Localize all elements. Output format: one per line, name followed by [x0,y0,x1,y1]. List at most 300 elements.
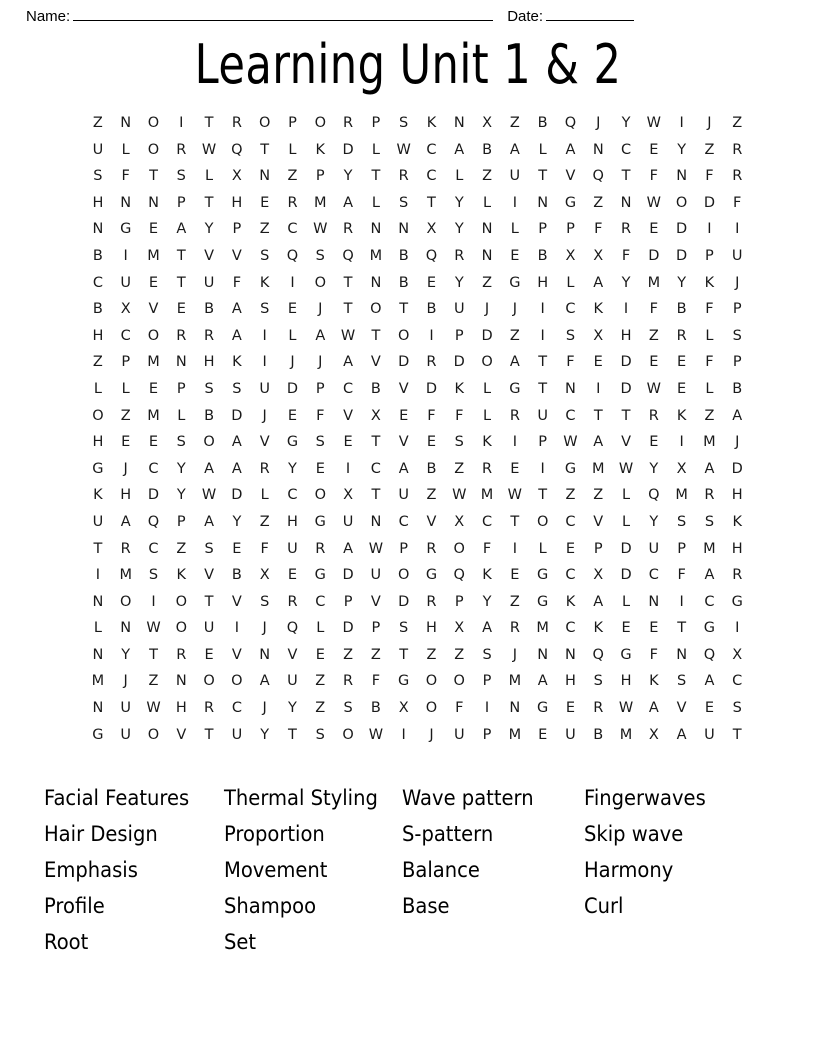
grid-letter[interactable]: F [649,301,658,318]
grid-letter[interactable]: U [648,540,660,557]
grid-letter[interactable]: I [512,540,517,557]
grid-letter[interactable]: B [92,247,103,264]
grid-letter[interactable]: I [345,460,351,477]
grid-letter[interactable]: L [177,407,186,424]
grid-letter[interactable]: H [92,327,104,344]
grid-letter[interactable]: O [258,115,271,131]
grid-letter[interactable]: G [564,460,577,477]
grid-letter[interactable]: J [596,115,601,131]
grid-letter[interactable]: W [646,194,661,211]
grid-letter[interactable]: O [147,327,160,344]
grid-letter[interactable]: O [203,673,215,690]
grid-letter[interactable]: C [565,567,576,584]
grid-letter[interactable]: K [176,567,187,584]
grid-letter[interactable]: E [677,354,687,371]
grid-letter[interactable]: T [538,380,548,397]
grid-letter[interactable]: M [508,673,522,690]
grid-letter[interactable]: W [618,460,634,477]
grid-letter[interactable]: Y [677,141,687,158]
grid-letter[interactable]: A [537,673,548,690]
grid-letter[interactable]: S [260,301,270,318]
grid-letter[interactable]: H [92,434,104,451]
grid-letter[interactable]: M [675,487,688,504]
grid-letter[interactable]: E [538,726,548,743]
grid-letter[interactable]: X [482,115,493,131]
grid-letter[interactable]: F [455,407,464,424]
grid-letter[interactable]: D [731,460,743,477]
grid-letter[interactable]: O [314,487,326,504]
grid-letter[interactable]: V [398,434,409,451]
grid-letter[interactable]: Q [425,247,438,264]
grid-letter[interactable]: U [731,247,743,264]
grid-letter[interactable]: C [732,673,743,690]
grid-letter[interactable]: F [594,221,603,238]
grid-letter[interactable]: K [482,567,492,584]
grid-letter[interactable]: P [732,354,742,371]
grid-letter[interactable]: G [731,593,743,610]
grid-letter[interactable]: E [649,434,659,451]
grid-letter[interactable]: F [455,700,464,717]
grid-letter[interactable]: U [453,726,465,743]
grid-letter[interactable]: B [426,301,437,318]
grid-letter[interactable]: T [538,354,548,371]
grid-letter[interactable]: M [703,540,716,557]
grid-letter[interactable]: C [92,274,103,291]
grid-letter[interactable]: W [368,540,384,557]
grid-letter[interactable]: G [92,460,104,477]
grid-letter[interactable]: R [204,327,215,344]
grid-letter[interactable]: B [593,726,604,743]
grid-letter[interactable]: N [565,646,576,663]
grid-letter[interactable]: U [92,513,104,530]
grid-letter[interactable]: D [648,247,660,264]
grid-letter[interactable]: D [620,354,632,371]
grid-letter[interactable]: I [401,726,406,743]
grid-letter[interactable]: T [288,726,297,743]
grid-letter[interactable]: R [176,141,187,158]
grid-letter[interactable]: K [732,513,742,530]
grid-letter[interactable]: A [120,513,131,530]
grid-letter[interactable]: X [398,700,409,717]
grid-letter[interactable]: Q [453,567,465,584]
grid-letter[interactable]: S [343,700,353,717]
grid-letter[interactable]: T [371,327,381,344]
grid-letter[interactable]: E [232,540,242,557]
grid-letter[interactable]: Q [592,168,604,185]
grid-letter[interactable]: I [262,354,267,371]
grid-letter[interactable]: D [286,380,299,397]
grid-letter[interactable]: F [566,354,575,371]
grid-letter[interactable]: P [482,726,492,743]
grid-letter[interactable]: W [396,141,411,158]
grid-letter[interactable]: A [593,593,604,610]
grid-letter[interactable]: G [286,434,299,451]
word-list-item[interactable]: Shampoo [224,894,317,918]
grid-letter[interactable]: X [593,327,604,344]
grid-letter[interactable]: N [676,646,688,663]
grid-letter[interactable]: A [343,354,354,371]
grid-letter[interactable]: D [620,567,632,584]
grid-letter[interactable]: R [482,460,493,477]
grid-letter[interactable]: U [203,274,215,291]
grid-letter[interactable]: S [204,380,214,397]
grid-letter[interactable]: P [315,168,325,185]
grid-letter[interactable]: P [315,380,325,397]
grid-letter[interactable]: C [231,700,242,717]
grid-letter[interactable]: B [482,141,493,158]
grid-letter[interactable]: P [288,115,297,131]
grid-letter[interactable]: H [231,194,243,211]
grid-letter[interactable]: R [426,354,437,371]
grid-letter[interactable]: A [231,327,242,344]
grid-letter[interactable]: N [537,646,549,663]
grid-letter[interactable]: X [343,487,354,504]
grid-letter[interactable]: U [537,407,548,424]
grid-letter[interactable]: T [621,168,631,185]
grid-letter[interactable]: S [593,673,603,690]
grid-letter[interactable]: I [707,221,712,238]
grid-letter[interactable]: O [314,115,326,131]
grid-letter[interactable]: T [204,115,214,131]
grid-letter[interactable]: I [290,274,295,291]
grid-letter[interactable]: G [620,646,632,663]
grid-letter[interactable]: V [593,513,604,530]
grid-letter[interactable]: J [318,354,323,371]
grid-letter[interactable]: L [483,407,492,424]
grid-letter[interactable]: O [147,726,160,743]
grid-letter[interactable]: R [509,620,520,637]
grid-letter[interactable]: Q [648,487,660,504]
grid-letter[interactable]: V [204,247,215,264]
grid-letter[interactable]: W [146,620,161,637]
grid-letter[interactable]: V [343,407,354,424]
grid-letter[interactable]: L [93,380,102,397]
grid-letter[interactable]: Z [509,115,520,131]
grid-letter[interactable]: E [649,620,659,637]
grid-letter[interactable]: K [649,673,659,690]
grid-letter[interactable]: E [593,354,603,371]
grid-letter[interactable]: E [315,460,325,477]
grid-letter[interactable]: A [398,460,409,477]
grid-letter[interactable]: X [732,646,743,663]
grid-letter[interactable]: N [175,354,187,371]
grid-letter[interactable]: F [232,274,242,291]
grid-letter[interactable]: E [649,141,659,158]
grid-letter[interactable]: N [509,700,521,717]
grid-letter[interactable]: V [231,247,242,264]
grid-letter[interactable]: V [426,513,437,530]
grid-letter[interactable]: Y [454,194,464,211]
grid-letter[interactable]: X [231,168,242,185]
grid-letter[interactable]: N [259,168,271,185]
grid-letter[interactable]: U [120,726,131,743]
word-list-item[interactable]: Fingerwaves [584,786,706,810]
grid-letter[interactable]: E [510,460,520,477]
grid-letter[interactable]: M [536,620,549,637]
grid-letter[interactable]: E [148,274,159,291]
grid-letter[interactable]: U [565,726,576,743]
grid-letter[interactable]: S [677,513,687,530]
grid-letter[interactable]: R [426,593,437,610]
grid-letter[interactable]: T [371,487,381,504]
grid-letter[interactable]: Z [426,646,437,663]
grid-letter[interactable]: Z [426,487,437,504]
grid-letter[interactable]: V [370,354,381,371]
grid-letter[interactable]: S [93,168,103,185]
grid-letter[interactable]: L [316,620,325,637]
word-list-item[interactable]: Base [402,894,450,918]
grid-letter[interactable]: K [259,274,270,291]
grid-letter[interactable]: V [204,567,215,584]
grid-letter[interactable]: O [397,327,410,344]
grid-letter[interactable]: E [426,274,437,291]
grid-letter[interactable]: S [677,673,687,690]
grid-letter[interactable]: L [371,141,380,158]
grid-letter[interactable]: E [287,301,298,318]
grid-letter[interactable]: Y [649,460,659,477]
grid-letter[interactable]: A [204,513,215,530]
grid-letter[interactable]: A [704,567,715,584]
grid-letter[interactable]: E [399,407,409,424]
grid-letter[interactable]: E [621,620,631,637]
grid-letter[interactable]: Z [343,646,354,663]
grid-letter[interactable]: X [593,247,604,264]
grid-letter[interactable]: N [92,700,104,717]
grid-letter[interactable]: F [260,540,269,557]
grid-letter[interactable]: T [538,168,548,185]
grid-letter[interactable]: N [370,221,382,238]
grid-letter[interactable]: F [316,407,325,424]
grid-letter[interactable]: F [371,673,381,690]
grid-letter[interactable]: C [565,301,576,318]
grid-letter[interactable]: O [92,407,104,424]
grid-letter[interactable]: G [509,274,521,291]
grid-letter[interactable]: Q [342,247,354,264]
grid-letter[interactable]: U [287,673,298,690]
grid-letter[interactable]: R [398,168,409,185]
grid-letter[interactable]: B [231,567,242,584]
grid-letter[interactable]: K [482,434,492,451]
word-list-item[interactable]: Skip wave [584,822,684,846]
grid-letter[interactable]: C [426,168,437,185]
grid-letter[interactable]: A [259,673,270,690]
grid-letter[interactable]: O [675,194,688,211]
grid-letter[interactable]: K [454,380,465,397]
grid-letter[interactable]: T [371,434,381,451]
grid-letter[interactable]: R [204,700,215,717]
grid-letter[interactable]: N [92,646,104,663]
grid-letter[interactable]: Z [454,646,465,663]
grid-letter[interactable]: O [425,673,438,690]
grid-letter[interactable]: V [565,168,576,185]
grid-letter[interactable]: M [591,460,605,477]
grid-letter[interactable]: U [704,726,715,743]
grid-letter[interactable]: L [371,194,380,211]
grid-letter[interactable]: K [315,141,326,158]
date-write-line[interactable] [546,8,634,21]
grid-letter[interactable]: R [676,327,687,344]
grid-letter[interactable]: F [677,567,686,584]
grid-letter[interactable]: K [93,487,103,504]
grid-letter[interactable]: E [287,407,298,424]
grid-letter[interactable]: R [343,221,354,238]
grid-letter[interactable]: U [370,567,382,584]
grid-letter[interactable]: V [676,700,687,717]
grid-letter[interactable]: O [231,673,243,690]
grid-letter[interactable]: S [260,247,270,264]
grid-letter[interactable]: X [259,567,270,584]
grid-letter[interactable]: H [564,673,576,690]
grid-letter[interactable]: V [398,380,409,397]
grid-letter[interactable]: K [593,301,603,318]
grid-letter[interactable]: U [259,380,270,397]
grid-letter[interactable]: R [593,700,604,717]
grid-letter[interactable]: W [201,487,217,504]
grid-letter[interactable]: O [536,513,549,530]
grid-letter[interactable]: L [288,141,297,158]
grid-letter[interactable]: I [179,115,184,131]
grid-letter[interactable]: X [593,567,604,584]
grid-letter[interactable]: H [620,327,632,344]
grid-letter[interactable]: G [564,194,577,211]
grid-letter[interactable]: V [621,434,631,451]
grid-letter[interactable]: P [454,327,464,344]
grid-letter[interactable]: E [315,646,325,663]
word-list-item[interactable]: Set [224,930,257,954]
grid-letter[interactable]: O [481,354,493,371]
grid-letter[interactable]: T [399,301,409,318]
grid-letter[interactable]: I [679,593,684,610]
grid-letter[interactable]: S [399,194,409,211]
grid-letter[interactable]: V [176,726,187,743]
grid-letter[interactable]: G [120,221,132,238]
grid-letter[interactable]: Z [704,407,715,424]
grid-letter[interactable]: V [231,646,242,663]
grid-letter[interactable]: L [483,194,492,211]
grid-letter[interactable]: J [262,700,267,717]
word-list-item[interactable]: Thermal Styling [224,786,378,810]
grid-letter[interactable]: T [427,194,436,211]
grid-letter[interactable]: I [679,115,684,131]
grid-letter[interactable]: P [566,221,575,238]
grid-letter[interactable]: I [512,194,517,211]
grid-letter[interactable]: O [453,673,465,690]
grid-letter[interactable]: T [593,407,603,424]
grid-letter[interactable]: T [176,247,186,264]
grid-letter[interactable]: D [481,327,493,344]
grid-letter[interactable]: P [121,354,131,371]
grid-letter[interactable]: Q [592,646,604,663]
grid-letter[interactable]: D [425,380,438,397]
grid-letter[interactable]: C [648,567,659,584]
word-list-item[interactable]: S-pattern [402,822,494,846]
grid-letter[interactable]: C [481,513,493,530]
grid-letter[interactable]: H [120,487,132,504]
grid-letter[interactable]: I [151,593,156,610]
grid-letter[interactable]: U [120,700,131,717]
grid-letter[interactable]: J [735,434,740,451]
grid-letter[interactable]: Z [593,194,604,211]
grid-letter[interactable]: J [512,301,517,318]
grid-letter[interactable]: M [314,194,327,211]
grid-letter[interactable]: O [175,593,187,610]
grid-letter[interactable]: N [120,194,132,211]
grid-letter[interactable]: X [454,620,465,637]
grid-letter[interactable]: R [509,407,520,424]
grid-letter[interactable]: G [398,673,410,690]
grid-letter[interactable]: I [735,620,740,637]
grid-letter[interactable]: T [371,168,381,185]
grid-letter[interactable]: T [176,274,186,291]
grid-letter[interactable]: R [176,327,187,344]
grid-letter[interactable]: W [646,115,661,131]
grid-letter[interactable]: T [204,593,214,610]
grid-letter[interactable]: C [148,460,159,477]
grid-letter[interactable]: D [676,221,688,238]
grid-letter[interactable]: N [92,221,104,238]
grid-letter[interactable]: Y [482,593,492,610]
grid-letter[interactable]: J [123,673,128,690]
grid-letter[interactable]: H [537,274,549,291]
grid-letter[interactable]: S [732,327,742,344]
grid-letter[interactable]: Y [121,646,131,663]
grid-letter[interactable]: S [399,620,409,637]
grid-letter[interactable]: H [175,700,187,717]
grid-letter[interactable]: F [649,646,658,663]
grid-letter[interactable]: E [204,646,214,663]
grid-letter[interactable]: Z [287,168,298,185]
grid-letter[interactable]: C [370,460,381,477]
grid-letter[interactable]: L [93,620,102,637]
grid-letter[interactable]: U [287,540,298,557]
grid-letter[interactable]: A [676,726,687,743]
grid-letter[interactable]: E [426,434,437,451]
grid-letter[interactable]: R [732,168,743,185]
grid-letter[interactable]: V [370,593,381,610]
name-write-line[interactable] [73,8,493,21]
grid-letter[interactable]: V [231,593,242,610]
grid-letter[interactable]: M [147,247,160,264]
grid-letter[interactable]: N [92,593,104,610]
grid-letter[interactable]: L [566,274,575,291]
grid-letter[interactable]: E [148,221,159,238]
grid-letter[interactable]: Z [593,487,604,504]
grid-letter[interactable]: A [176,221,187,238]
grid-letter[interactable]: K [426,115,437,131]
grid-letter[interactable]: N [481,221,493,238]
grid-letter[interactable]: W [452,487,467,504]
grid-letter[interactable]: R [426,540,437,557]
grid-letter[interactable]: F [705,354,714,371]
grid-letter[interactable]: P [176,380,186,397]
word-list-item[interactable]: Root [44,930,89,954]
grid-letter[interactable]: X [565,247,576,264]
grid-letter[interactable]: A [231,434,242,451]
grid-letter[interactable]: J [262,407,267,424]
grid-letter[interactable]: A [565,141,576,158]
grid-letter[interactable]: A [482,620,493,637]
grid-letter[interactable]: G [509,380,521,397]
grid-letter[interactable]: I [679,434,684,451]
grid-letter[interactable]: B [204,407,215,424]
grid-letter[interactable]: R [621,221,632,238]
grid-letter[interactable]: F [649,168,658,185]
grid-letter[interactable]: B [92,301,103,318]
grid-letter[interactable]: U [120,274,131,291]
grid-letter[interactable]: J [735,274,740,291]
grid-letter[interactable]: T [510,513,520,530]
grid-letter[interactable]: D [231,407,243,424]
